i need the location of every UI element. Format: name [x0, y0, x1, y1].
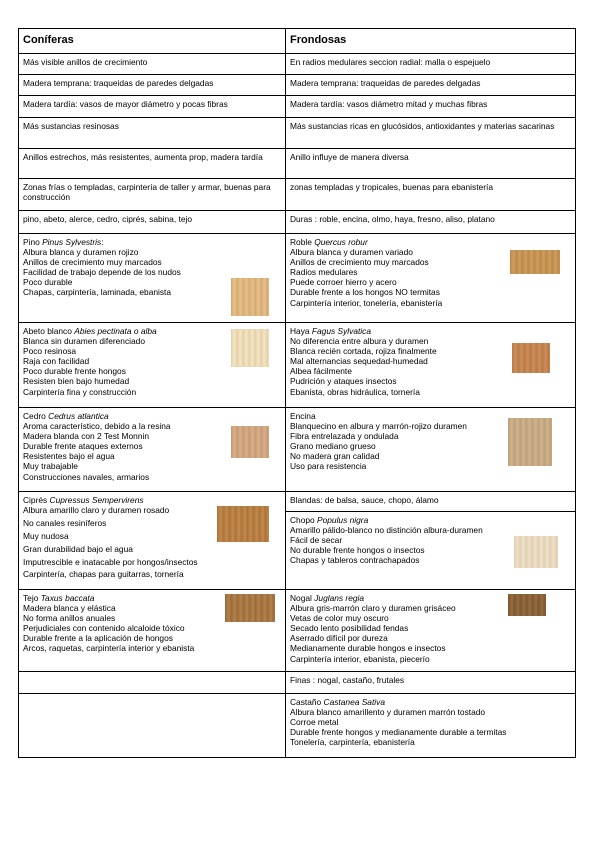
species-line: Carpintería interior, tonelería, ebanistería: [290, 297, 443, 308]
species-line: Vetas de color muy oscuro: [290, 613, 389, 624]
species-line: No diferencia entre albura y duramen: [290, 336, 429, 347]
species-title: Encina: [290, 411, 316, 421]
species-line: Corroe metal: [290, 717, 339, 728]
species-line: No canales resiníferos: [23, 518, 107, 529]
species-line: Fácil de secar: [290, 535, 343, 546]
roble-wood-swatch: [510, 250, 560, 274]
species-title: Nogal Juglans regia: [290, 593, 365, 603]
species-line: Poco resinosa: [23, 346, 77, 357]
species-line: Grano mediano grueso: [290, 441, 376, 452]
comparison-table: [18, 28, 576, 758]
species-line: Durable frente ataques externos: [23, 441, 143, 452]
species-line: Resisten bien bajo humedad: [23, 376, 130, 387]
empty-cell: [19, 694, 286, 758]
species-title: Roble Quercus robur: [290, 237, 368, 247]
species-line: Durable frente a los hongos NO termitas: [290, 287, 440, 298]
species-line: Aroma característico, debido a la resina: [23, 421, 171, 432]
species-line: Secado lento posibilidad fendas: [290, 623, 409, 634]
species-line: Ebanista, obras hidráulica, tornería: [290, 386, 420, 397]
species-line: Albura gris-marrón claro y duramen grisáceo: [290, 603, 456, 614]
species-line: Anillos de crecimiento muy marcados: [290, 257, 429, 268]
blandas-row: Blandas: de balsa, sauce, chopo, álamo: [286, 492, 576, 512]
species-title: Cedro Cedrus atlantica: [23, 411, 109, 421]
finas-row: Finas : nogal, castaño, frutales: [286, 672, 576, 694]
species-line: Albea fácilmente: [290, 366, 352, 377]
species-line: Madera blanca y elástica: [23, 603, 116, 614]
species-line: Durable frente hongos y medianamente durable a termitas: [290, 727, 507, 738]
species-line: Pudrición y ataques insectos: [290, 376, 397, 387]
row-1-right: En radios medulares seccion radial: malla o espejuelo: [286, 54, 576, 75]
chopo-wood-swatch: [514, 536, 558, 568]
species-title: Castaño Castanea Sativa: [290, 697, 385, 707]
row-5-right: Anillo influye de manera diversa: [286, 149, 576, 179]
species-line: No forma anillos anuales: [23, 613, 116, 624]
row-6-right: zonas templadas y tropicales, buenas para ebanistería: [286, 179, 576, 211]
species-line: Muy nudosa: [23, 531, 69, 542]
species-title: Abeto blanco Abies pectinata o alba: [23, 326, 157, 336]
row-3-right: Madera tardía: vasos diámetro mitad y muchas fibras: [286, 96, 576, 118]
species-title: Chopo Populus nigra: [290, 515, 369, 525]
species-line: Perjudiciales con contenido alcaloide tóxico: [23, 623, 185, 634]
species-line: Medianamente durable hongos e insectos: [290, 643, 446, 654]
species-line: Albura blanca y duramen variado: [290, 247, 413, 258]
species-line: Anillos de crecimiento muy marcados: [23, 257, 162, 268]
species-pino: [19, 234, 286, 323]
row-7-left: pino, abeto, alerce, cedro, ciprés, sabina, tejo: [19, 211, 286, 234]
species-line: Imputrescible e inatacable por hongos/insectos: [23, 557, 198, 568]
species-line: Muy trabajable: [23, 461, 78, 472]
row-3-left: Madera tardía: vasos de mayor diámetro y pocas fibras: [19, 96, 286, 118]
nogal-wood-swatch: [508, 594, 546, 616]
haya-wood-swatch: [512, 343, 550, 373]
header-frondosas: Frondosas: [286, 29, 576, 54]
species-line: Albura blanca y duramen rojizo: [23, 247, 139, 258]
pino-wood-swatch: [231, 278, 269, 316]
species-encina: [286, 408, 576, 492]
header-coniferas: Coníferas: [19, 29, 286, 54]
species-line: Poco durable frente hongos: [23, 366, 126, 377]
row-2-right: Madera temprana: traqueidas de paredes delgadas: [286, 75, 576, 96]
species-nogal: [286, 590, 576, 672]
species-line: Facilidad de trabajo depende de los nudos: [23, 267, 181, 278]
row-1-left: Más visible anillos de crecimiento: [19, 54, 286, 75]
species-line: Blanca sin duramen diferenciado: [23, 336, 145, 347]
species-line: Mal alternancias sequedad-humedad: [290, 356, 428, 367]
species-line: Carpintería interior, ebanista, piecerío: [290, 653, 430, 664]
species-haya: [286, 323, 576, 408]
species-line: Carpintería fina y construcción: [23, 386, 137, 397]
species-chopo: [286, 512, 576, 590]
species-line: Poco durable: [23, 277, 73, 288]
species-line: Arcos, raquetas, carpintería interior y ebanista: [23, 643, 195, 654]
species-cipres: [19, 492, 286, 590]
species-line: Resistentes bajo el agua: [23, 451, 115, 462]
species-line: Tonelería, carpintería, ebanistería: [290, 737, 415, 748]
species-title: Haya Fagus Sylvatica: [290, 326, 372, 336]
row-7-right: Duras : roble, encina, olmo, haya, fresno, aliso, platano: [286, 211, 576, 234]
species-line: Blanquecino en albura y marrón-rojizo duramen: [290, 421, 467, 432]
species-line: Albura blanco amarillento y duramen marrón tostado: [290, 707, 486, 718]
species-line: Carpintería, chapas para guitarras, tornería: [23, 568, 184, 579]
species-line: Uso para resistencia: [290, 461, 367, 472]
row-4-left: Más sustancias resinosas: [19, 118, 286, 149]
tejo-wood-swatch: [225, 594, 275, 622]
row-6-left: Zonas frías o templadas, carpintería de taller y armar, buenas para construcción: [19, 179, 286, 211]
empty-cell: [19, 672, 286, 694]
species-line: Gran durabilidad bajo el agua: [23, 544, 133, 555]
row-5-left: Anillos estrechos, más resistentes, aumenta prop, madera tardía: [19, 149, 286, 179]
species-line: Durable frente a la aplicación de hongos: [23, 633, 173, 644]
species-line: Madera blanda con 2 Test Monnin: [23, 431, 150, 442]
species-line: Aserrado difícil por dureza: [290, 633, 388, 644]
species-line: Fibra entrelazada y ondulada: [290, 431, 399, 442]
species-line: Puede corroer hierro y acero: [290, 277, 397, 288]
species-line: Amarillo pálido-blanco no distinción albura-duramen: [290, 525, 483, 536]
species-castano: [286, 694, 576, 758]
encina-wood-swatch: [508, 418, 552, 466]
abeto-wood-swatch: [231, 329, 269, 367]
species-line: Albura amarillo claro y duramen rosado: [23, 505, 170, 516]
species-line: No madera gran calidad: [290, 451, 380, 462]
species-tejo: [19, 590, 286, 672]
species-line: Radios medulares: [290, 267, 358, 278]
species-line: Construcciones navales, armarios: [23, 471, 150, 482]
row-4-right: Más sustancias ricas en glucósidos, antioxidantes y materias sacarinas: [286, 118, 576, 149]
row-2-left: Madera temprana: traqueidas de paredes delgadas: [19, 75, 286, 96]
species-title: Ciprés Cupressus Sempervirens: [23, 495, 144, 505]
cedro-wood-swatch: [231, 426, 269, 458]
species-line: Raja con facilidad: [23, 356, 90, 367]
species-line: No durable frente hongos o insectos: [290, 545, 425, 556]
species-line: Chapas, carpintería, laminada, ebanista: [23, 287, 172, 298]
species-title: Tejo Taxus baccata: [23, 593, 95, 603]
species-title: Pino Pinus Sylvestris:: [23, 237, 104, 247]
species-line: Chapas y tableros contrachapados: [290, 555, 420, 566]
species-line: Blanca recién cortada, rojiza finalmente: [290, 346, 437, 357]
cipres-wood-swatch: [217, 506, 269, 542]
species-cedro: [19, 408, 286, 492]
species-abeto: [19, 323, 286, 408]
species-roble: [286, 234, 576, 323]
